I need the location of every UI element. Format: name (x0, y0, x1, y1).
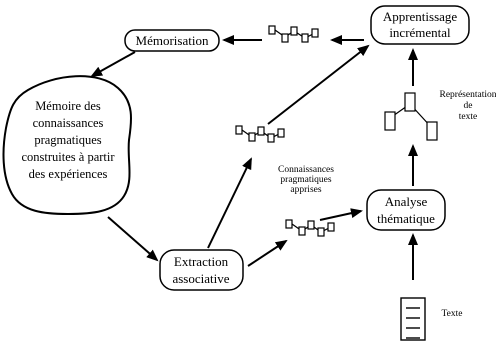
arrow-memorisation-to-memoire (92, 52, 135, 76)
texte-label: Texte (441, 309, 463, 319)
document-icon (401, 298, 425, 340)
analyse-label-line2: thématique (377, 211, 435, 226)
arrow-structure-to-apprentissage (268, 46, 368, 124)
structure-icon-middle (236, 126, 284, 142)
arrow-memoire-to-extraction (108, 217, 157, 260)
connaissances-label-line2: pragmatiques (280, 175, 332, 185)
memoire-label-line2: connaissances (32, 116, 104, 130)
extraction-label-line2: associative (172, 271, 230, 286)
arrow-extraction-to-knowledge (248, 241, 286, 266)
analyse-label-line1: Analyse (384, 194, 428, 209)
memoire-label-line4: construites à partir (21, 150, 115, 164)
arrow-knowledge-to-analyse (320, 211, 361, 220)
representation-label-line3: texte (458, 112, 478, 122)
memoire-label-line5: des expériences (28, 167, 108, 181)
memoire-label-line3: pragmatiques (34, 133, 102, 147)
extraction-label-line1: Extraction (173, 254, 229, 269)
representation-label-line2: de (463, 101, 473, 111)
arrow-extraction-to-structure (208, 159, 251, 248)
representation-label-line1: Représentation (439, 90, 496, 100)
node-apprentissage-incremental (371, 6, 469, 44)
structure-icon-knowledge (286, 220, 334, 236)
structure-icon-top (269, 26, 318, 42)
memorisation-label: Mémorisation (135, 33, 209, 48)
apprentissage-label-line1: Apprentissage (382, 9, 458, 24)
connaissances-label-line1: Connaissances (278, 165, 334, 175)
connaissances-label-line3: apprises (290, 185, 322, 195)
apprentissage-label-line2: incrémental (389, 25, 451, 40)
memoire-label-line1: Mémoire des (35, 99, 101, 113)
representation-tree-icon (385, 93, 437, 140)
node-analyse-thematique (367, 190, 445, 230)
node-memorisation (125, 30, 219, 51)
node-memoire-blob (4, 76, 132, 214)
node-extraction-associative (160, 250, 243, 290)
